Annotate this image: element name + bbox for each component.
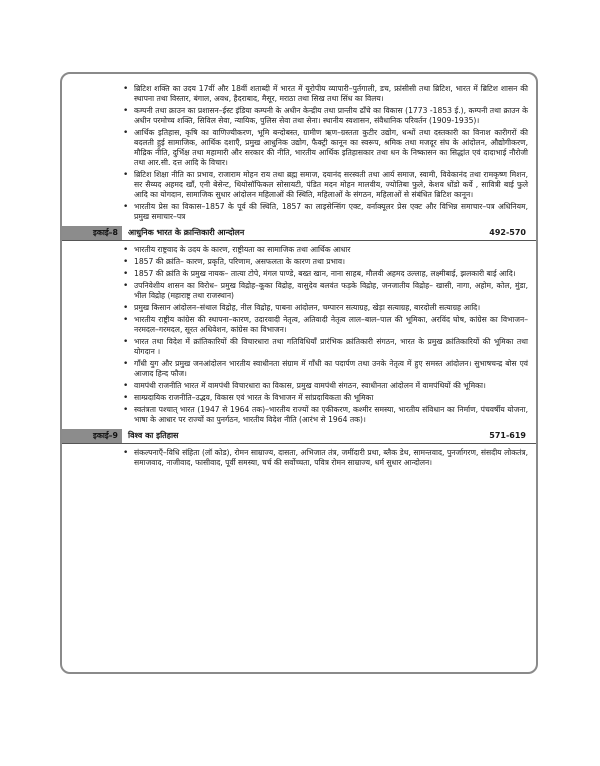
list-item: • ब्रिटिश शक्ति का उदय 17वीं और 18वीं शताब्दी में भारत में यूरोपीय व्यापारी–पुर्तगाली, डच, फ्रांसीसी तथा ब्रिटिश, भारत में ब्रिटिश शासन की स्थापना तथा विस्तार, बंगाल, अवध, हैदराबाद, मैसूर, मराठा तथा सिख तथा सिंध का विलय। <box>62 84 536 104</box>
list-item: • ब्रिटिश शिक्षा नीति का प्रभाव, राजाराम मोहन राय तथा ब्रह्म समाज, दयानंद सरस्वती तथा आर्य समाज, स्वामी, विवेकानंद तथा रामकृष्ण मिशन, सर सैय्यद अहमद खाँ, एनी बेसेन्ट, थियोसॉफिकल सोसायटी, पंडित मदन मोहन मालवीय, ज्योतिबा फुले, केशव धोंडो कर्वे , सावित्री बाई फुले आदि का योगदान, सामाजिक सुधार आंदोलन महिलाओं की स्थिति, महिलाओं के संगठन, महिलाओं से संबंधित ब्रिटिश कानून। <box>62 170 536 200</box>
list-item: • भारतीय प्रेस का विकास–1857 के पूर्व की स्थिति, 1857 का लाइसेन्सिंग एक्ट, वर्नाक्यूलर प्रेस एक्ट और विभिन्न समाचार–पत्र अधिनियम, प्रमुख समाचार–पत्र <box>62 202 536 222</box>
section-7-list <box>62 84 536 222</box>
list-item: • प्रमुख किसान आंदोलन–संथाल विद्रोह, नील विद्रोह, पाबना आंदोलन, चम्पारन सत्याग्रह, खेड़ा सत्याग्रह, बारदोली सत्याग्रह आदि। <box>62 303 536 313</box>
list-item: • स्वतंत्रता पश्चात् भारत (1947 से 1964 तक)–भारतीय राज्यों का एकीकरण, कश्मीर समस्या, भारतीय संविधान का निर्माण, पंचवर्षीय योजना, भाषा के आधार पर राज्यों का पुनर्गठन, भारतीय विदेश नीति (आरंभ से 1964 तक)। <box>62 405 536 425</box>
page-frame <box>60 72 538 674</box>
syllabus-content <box>62 84 536 470</box>
list-item: • भारतीय राष्ट्रीय कांग्रेस की स्थापना–कारण, उदारवादी नेतृत्व, अतिवादी नेतृत्व लाल–बाल–पाल की भूमिका, अरविंद घोष, कांग्रेस का विभाजन–नरमदल–गरमदल, सूरत अधिवेशन, कांग्रेस का विभाजन। <box>62 315 536 335</box>
list-item: • भारत तथा विदेश में क्रांतिकारियों की विचारधारा तथा गतिविधियाँ प्रारंभिक क्रांतिकारी संगठन, भारत के प्रमुख क्रांतिकारियों की भूमिका तथा योगदान । <box>62 337 536 357</box>
unit-9-header <box>62 429 536 444</box>
list-item: • वामपंथी राजनीति भारत में वामपंथी विचारधारा का विकास, प्रमुख वामपंथी संगठन, स्वाधीनता आंदोलन में वामपंथियों की भूमिका। <box>62 381 536 391</box>
unit-9-tag: इकाई–9 <box>62 429 122 443</box>
unit-8-header <box>62 226 536 241</box>
list-item: • उपनिवेशीय शासन का विरोध– प्रमुख विद्रोह–कूका विद्रोह, वासुदेव बलवंत फड़के विद्रोह, जनजातीय विद्रोह– खासी, नागा, अहोम, कोल, मुंडा, भील विद्रोह (महाराष्ट्र तथा राजस्थान) <box>62 281 536 301</box>
list-item: • भारतीय राष्ट्रवाद के उदय के कारण, राष्ट्रीयता का सामाजिक तथा आर्थिक आधार <box>62 245 536 255</box>
unit-8-tag: इकाई–8 <box>62 226 122 240</box>
list-item: • गाँधी युग और प्रमुख जनआंदोलन भारतीय स्वाधीनता संग्राम में गाँधी का पदार्पण तथा उनके नेतृत्व में हुए समस्त आंदोलन। सुभाषचन्द्र बोस एवं आजाद हिन्द फौज। <box>62 359 536 379</box>
list-item: • 1857 की क्रांति के प्रमुख नायक– तात्या टोपे, मंगल पाण्डे, बख्त खान, नाना साहब, मौलवी अहमद उल्लाह, लक्ष्मीबाई, झलकारी बाई आदि। <box>62 269 536 279</box>
list-item: • साम्प्रदायिक राजनीति–उद्भव, विकास एवं भारत के विभाजन में सांप्रदायिकता की भूमिका <box>62 393 536 403</box>
unit-9-pages: 571-619 <box>489 431 526 440</box>
list-item: • 1857 की क्रांति– कारण, प्रकृति, परिणाम, असफलता के कारण तथा प्रभाव। <box>62 257 536 267</box>
unit-9-list <box>62 448 536 468</box>
unit-8-list <box>62 245 536 425</box>
list-item: • आर्थिक इतिहास, कृषि का वाणिज्यीकरण, भूमि बन्दोबस्त, ग्रामीण ऋण–ग्रस्तता कुटीर उद्योग, धन्धों तथा दस्तकारी का विनाश कारीगरों की बदलती हुई सामाजिक, आर्थिक दशाएँ, प्रमुख आधुनिक उद्योग, फैक्ट्री कानून का स्वरूप, श्रमिक तथा मजदूर संघ के आंदोलन, औद्योगीकरण, मौद्रिक नीति, दुर्भिक्ष तथा महामारी और सरकार की नीति, भारतीय आर्थिक इतिहासकार तथा धन के निष्कासन का सिद्धांत एवं दादाभाई नौरोजी तथा आर.सी. दत्त आदि के विचार। <box>62 128 536 168</box>
unit-9-title: विश्व का इतिहास <box>128 431 179 440</box>
list-item: • कम्पनी तथा क्राउन का प्रशासन–ईस्ट इंडिया कम्पनी के अधीन केन्द्रीय तथा प्रान्तीय ढाँचे का विकास (1773 -1853 ई.), कम्पनी तथा क्राउन के अधीन परमोच्च शक्ति, सिविल सेवा, न्यायिक, पुलिस सेवा तथा सेना। स्थानीय स्वशासन, संवैधानिक परिवर्तन (1909-1935)। <box>62 106 536 126</box>
unit-8-title: आधुनिक भारत के क्रान्तिकारी आन्दोलन <box>128 228 245 237</box>
list-item: • संकल्पनाएँ–विधि संहिता (लॉ कोड), रोमन साम्राज्य, दासता, अभिजात तंत्र, जमींदारी प्रथा, ब्लैक डेथ, सामन्तवाद, पुनर्जागरण, संसदीय लोकतंत्र, समाजवाद, नाजीवाद, फासीवाद, पूर्वी समस्या, चर्च की सर्वोच्चता, पवित्र रोमन साम्राज्य, धर्म सुधार आन्दोलन। <box>62 448 536 468</box>
unit-8-pages: 492-570 <box>489 228 526 237</box>
